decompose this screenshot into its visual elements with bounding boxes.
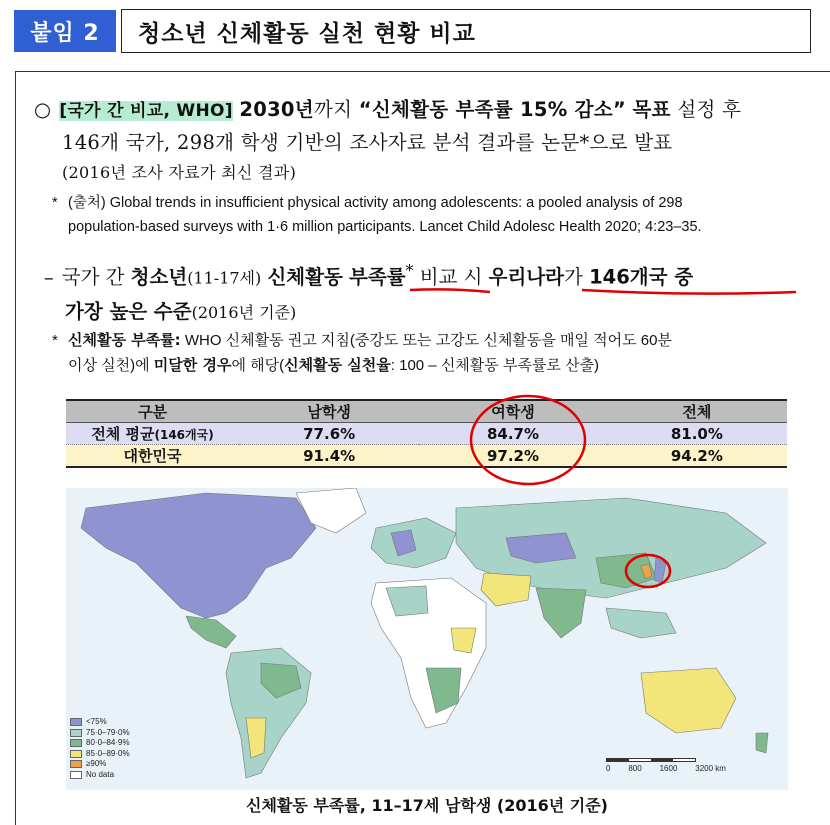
world-map-shapes (66, 488, 788, 790)
p2-star: * (405, 261, 414, 280)
header-total: 전체 (607, 400, 787, 423)
goal-quote: “신체활동 부족률 15% 감소” (358, 98, 627, 121)
header-category: 구분 (66, 400, 239, 423)
map-scale-bar (606, 758, 726, 773)
cell-total: 81.0% (607, 423, 787, 445)
southeast-asia (606, 608, 676, 638)
north-america (81, 493, 316, 618)
after-text: 설정 후 (677, 98, 742, 121)
circle-bullet: ○ (34, 98, 52, 121)
legend-swatch (70, 729, 82, 737)
p2-activity: 신체활동 (267, 265, 343, 289)
legend-item (70, 749, 130, 760)
scale-tick: 800 (628, 764, 642, 773)
source-note (52, 191, 812, 239)
p2-particle: 가 (564, 265, 583, 289)
note-text1: WHO 신체활동 권고 지침(중강도 또는 고강도 신체활동을 매일 적어도 60분 (184, 332, 672, 349)
australia (641, 668, 736, 733)
header-female: 여학생 (419, 400, 606, 423)
p2-compare: 비교 시 (419, 265, 483, 289)
scale-bar-graphic (606, 758, 696, 762)
africa (371, 578, 486, 728)
attachment-badge: 붙임 2 (14, 10, 116, 52)
p2-youth: 청소년 (130, 265, 188, 289)
tag-highlight: [국가 간 비교, WHO] (59, 101, 233, 121)
source-star: * (52, 195, 58, 211)
paragraph1-line2: 146개 국가, 298개 학생 기반의 조사자료 분석 결과를 논문*으로 발표 (62, 131, 673, 154)
scale-tick: 1600 (659, 764, 678, 773)
legend-label: 85·0–89·0% (86, 748, 130, 758)
note-star: * (52, 332, 58, 349)
note-text2c: 에 해당( (231, 357, 285, 374)
paragraph1-line3: (2016년 조사 자료가 최신 결과) (62, 163, 297, 182)
p2-highest-level: 가장 높은 수준 (65, 299, 192, 323)
new-zealand (756, 733, 768, 753)
row-label-text: 대한민국 (123, 447, 182, 465)
map-legend (70, 717, 130, 780)
note-text2b: 미달한 경우 (153, 356, 232, 374)
note-text2a: 이상 실천)에 (68, 357, 150, 374)
source-line2: population-based surveys with 1·6 million participants. Lancet Child Adolesc Health 2020; 4:23–35. (68, 219, 702, 235)
row-label-text: 전체 평균 (91, 425, 155, 443)
dash-bullet: – (44, 265, 54, 289)
comparison-table (66, 399, 787, 468)
until-text: 까지 (313, 98, 353, 121)
year-text: 2030년 (239, 98, 314, 121)
legend-item (70, 738, 130, 749)
legend-label: ≥90% (86, 759, 107, 769)
table-row (66, 445, 787, 468)
row-label-small: (146개국) (154, 428, 214, 442)
legend-item (70, 759, 130, 770)
legend-label: 80·0–84·9% (86, 738, 130, 748)
p2-base-year: (2016년 기준) (191, 302, 297, 322)
p2-146-countries: 146개국 중 (589, 265, 694, 289)
p2-text-1: 국가 간 (61, 265, 125, 289)
scale-tick: 3200 km (695, 764, 726, 773)
p2-shortage-rate: 부족률 (349, 265, 406, 289)
table-header-row (66, 400, 787, 423)
legend-swatch (70, 718, 82, 726)
middle-east (481, 573, 531, 606)
page-title: 청소년 신체활동 실천 현황 비교 (121, 9, 811, 53)
legend-label: 75·0–79·0% (86, 727, 130, 737)
legend-item (70, 770, 130, 781)
legend-swatch (70, 760, 82, 768)
central-america (186, 616, 236, 648)
cell-male: 91.4% (239, 445, 419, 468)
row-label (66, 423, 239, 445)
cell-female: 97.2% (419, 445, 606, 468)
source-line1: (출처) Global trends in insufficient physical activity among adolescents: a pooled analysis of 298 (68, 195, 683, 211)
p2-korea: 우리나라 (488, 265, 565, 289)
row-label (66, 445, 239, 468)
cell-total: 94.2% (607, 445, 787, 468)
header-male: 남학생 (239, 400, 419, 423)
note-label: 신체활동 부족률: (68, 331, 181, 349)
legend-swatch (70, 750, 82, 758)
legend-swatch (70, 739, 82, 747)
cell-female: 84.7% (419, 423, 606, 445)
legend-label: <75% (86, 717, 107, 727)
goal-word: 목표 (632, 98, 671, 121)
legend-item (70, 717, 130, 728)
cell-male: 77.6% (239, 423, 419, 445)
map-caption: 신체활동 부족률, 11–17세 남학생 (2016년 기준) (245, 796, 608, 815)
legend-label: No data (86, 769, 115, 779)
legend-swatch (70, 771, 82, 779)
table-row (66, 423, 787, 445)
p2-age: (11-17세) (187, 268, 262, 288)
legend-item (70, 728, 130, 739)
definition-note (52, 328, 812, 378)
world-map (66, 488, 788, 790)
south-asia (536, 588, 586, 638)
note-text2e: : 100 – 신체활동 부족률로 산출) (390, 357, 600, 374)
note-text2d: 신체활동 실천율 (284, 356, 391, 374)
paragraph-who-comparison (34, 94, 804, 187)
paragraph-korea-ranking (44, 254, 814, 329)
scale-tick: 0 (606, 764, 611, 773)
